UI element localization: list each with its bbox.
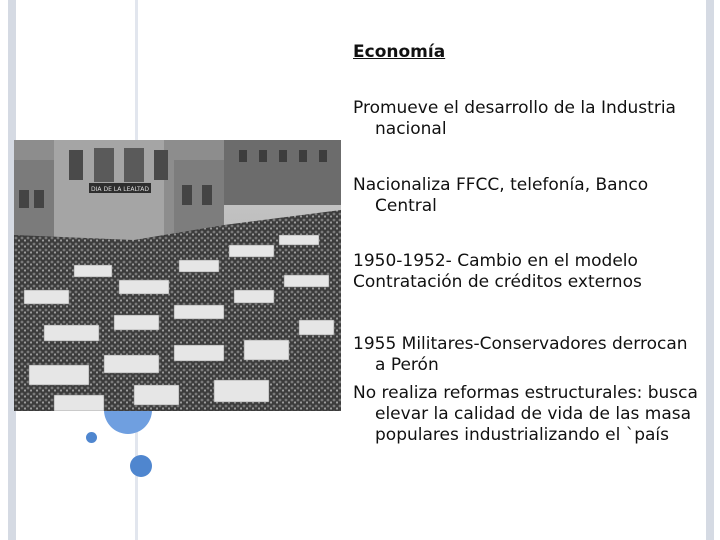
paragraph-line: elevar la calidad de vida de las masa <box>375 404 692 424</box>
paragraph-line: a Perón <box>375 355 439 375</box>
crowd-photo <box>14 140 341 411</box>
paragraph-line: 1950-1952- Cambio en el modelo <box>353 251 638 271</box>
paragraph-line: No realiza reformas estructurales: busca <box>353 383 698 403</box>
paragraph-nacionaliza <box>353 175 720 217</box>
paragraph-line: Promueve el desarrollo de la Industria <box>353 98 676 118</box>
paragraph-line: Contratación de créditos externos <box>353 272 642 292</box>
paragraph-line: Central <box>375 196 437 216</box>
paragraph-1955 <box>353 334 720 376</box>
decorative-dot-small <box>86 432 97 443</box>
paragraph-reformas <box>353 383 720 446</box>
building-sign: DIA DE LA LEALTAD <box>91 186 149 193</box>
section-heading: Economía <box>353 42 446 62</box>
paragraph-line: nacional <box>375 119 447 139</box>
paragraph-modelo <box>353 251 709 293</box>
decorative-dot-medium <box>130 455 152 477</box>
paragraph-industria <box>353 98 720 140</box>
paragraph-line: populares industrializando el `país <box>375 425 669 445</box>
paragraph-line: 1955 Militares-Conservadores derrocan <box>353 334 688 354</box>
paragraph-line: Nacionaliza FFCC, telefonía, Banco <box>353 175 649 195</box>
